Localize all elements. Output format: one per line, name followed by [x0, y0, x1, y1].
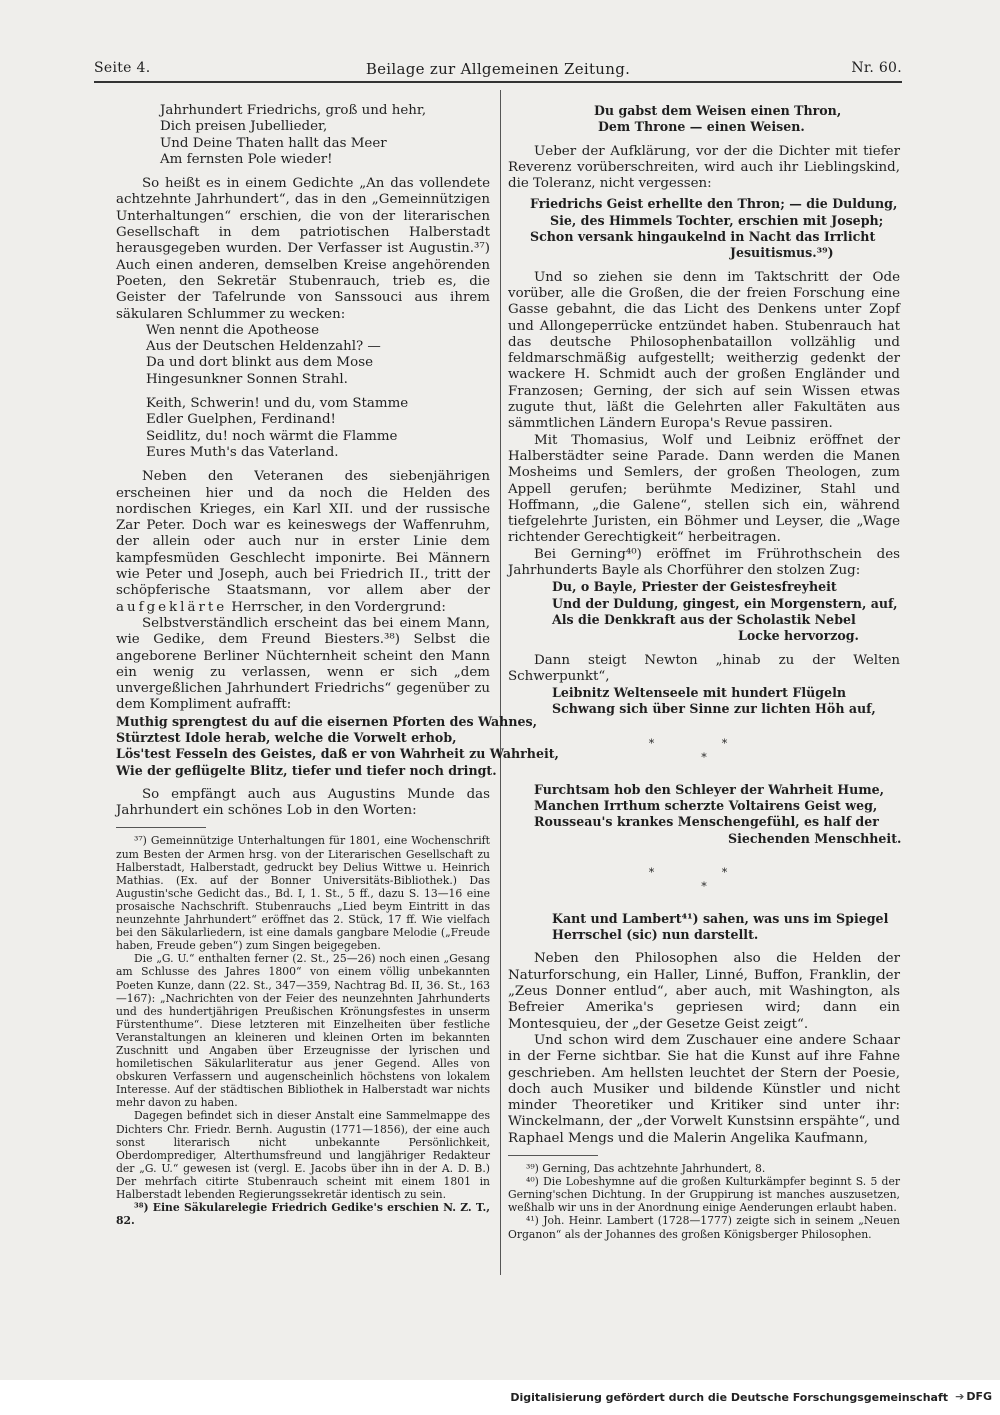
verse-line: Als die Denkkraft aus der Scholastik Nebel: [552, 611, 856, 627]
verse-kant: [508, 911, 916, 944]
verse-line: Lös'test Fesseln des Geistes, daß er von Wahrheit zu Wahrheit,: [116, 746, 559, 762]
digitization-banner: [0, 1380, 1000, 1415]
paragraph: Selbstverständlich erscheint das bei einem Mann, wie Gedike, dem Freund Biesters.³⁸) Selbst die angeborene Berliner Nüchternheit scheint den Mann ein wenig zu verlassen, wenn er sich „dem unvergeßlichen Jahrhundert Friedrichs“ gegenüber zu dem Kompliment aufrafft:: [116, 615, 490, 713]
paragraph: [116, 469, 490, 616]
verse-line: Hingesunkner Sonnen Strahl.: [146, 371, 348, 387]
right-column: [508, 103, 916, 1241]
section-stars: * *: [648, 736, 760, 750]
verse-line: Da und dort blinkt aus dem Mose: [146, 355, 373, 371]
verse-line: Eures Muth's das Vaterland.: [146, 444, 339, 460]
footnote-38: ³⁸) Eine Säkularelegie Friedrich Gedike's erschien N. Z. T., 82.: [116, 1201, 490, 1228]
verse-apotheose: [116, 323, 490, 388]
footnote-rule: [116, 827, 206, 828]
verse-hume: [508, 782, 916, 847]
verse-line: Sie, des Himmels Tochter, erschien mit Joseph;: [550, 212, 884, 228]
verse-line: Wen nennt die Apotheose: [146, 322, 320, 338]
verse-line: Furchtsam hob den Schleyer der Wahrheit Hume,: [534, 781, 885, 797]
spaced-emphasis: aufgeklärte: [116, 599, 228, 615]
footnote-40: ⁴⁰) Die Lobeshymne auf die großen Kulturkämpfer beginnt S. 5 der Gerning'schen Dichtung. In der Gruppirung ist manches auszusetzen, weßhalb wir uns in der Anordnung einige Aenderungen erlaubt haben.: [508, 1175, 900, 1215]
verse-line: Dich preisen Jubellieder,: [160, 119, 328, 135]
paragraph-text: Neben den Veteranen des siebenjährigen erscheinen hier und da noch die Helden des nordischen Krieges, ein Karl XII. und der russische Zar Peter. Doch war es keineswegs der Waffenruhm, der allein oder auch nur in erster Linie dem kampfesmüden Geschlecht imponirte. Bei Männern wie Peter und Joseph, auch bei Friedrich II., tritt der schöpferische Staatsmann, vor allem aber der: [116, 469, 490, 599]
verse-line: Stürztest Idole herab, welche die Vorwelt erhob,: [116, 729, 457, 745]
verse-line: Schwang sich über Sinne zur lichten Höh auf,: [552, 701, 876, 717]
verse-line: Wie der geflügelte Blitz, tiefer und tiefer noch dringt.: [116, 762, 497, 778]
header-page-number: Seite 4.: [94, 60, 151, 76]
verse-line: Siechenden Menschheit.: [728, 830, 902, 846]
footnote-39: ³⁹) Gerning, Das achtzehnte Jahrhundert, 8.: [526, 1162, 766, 1176]
verse-line: Rousseau's krankes Menschengefühl, es half der: [534, 814, 879, 830]
verse-line: Kant und Lambert⁴¹) sahen, was uns im Spiegel: [552, 910, 889, 926]
verse-line: Manchen Irrthum scherzte Voltairens Geist weg,: [534, 797, 878, 813]
header-title: Beilage zur Allgemeinen Zeitung.: [365, 60, 631, 78]
verse-line: Am fernsten Pole wieder!: [160, 151, 333, 167]
paragraph: Mit Thomasius, Wolf und Leibniz eröffnet der Halberstädter seine Parade. Dann werden die Manen Mosheims und Semlers, der großen Theologen, zum Appell gerufen; berühmte Mediziner, Stahl und Hoffmann, „die Galene“, stellen sich ein, während tiefgelehrte Juristen, ein Böhmer und Leyser, die „Wage richtender Gerechtigkeit“ herbeitragen.: [508, 432, 900, 546]
dfg-logo-icon: ➔ DFG: [955, 1390, 992, 1403]
section-star: *: [701, 879, 707, 893]
paragraph: So heißt es in einem Gedichte „An das vollendete achtzehnte Jahrhundert“, das in den „Gemeinnützigen Unterhaltungen“ erschien, die von der literarischen Gesellschaft in dem patriotischen Halberstadt herausgegeben wurden. Der Verfasser ist Augustin.³⁷) Auch einen anderen, demselben Kreise angehörenden Poeten, den Sekretär Stubenrauch, trieb es, die Geister der Tafelrunde von Sanssouci aus ihrem säkularen Schlummer zu wecken:: [116, 176, 490, 322]
verse-line: Du gabst dem Weisen einen Thron,: [594, 103, 842, 118]
paragraph: Und so ziehen sie denn im Taktschritt der Ode vorüber, alle die Großen, die der freien Forschung eine Gasse gebahnt, die das Licht des Denkens unter Zopf und Allongeperrücke entzündet haben. Stubenrauch hat das deutsche Philosophenbataillon vollzählig und feldmarschmäßig aufgestellt; weitherzig gedenkt der wackere H. Schmidt auch der großen Engländer und Franzosen; Gerning, der sich auf sein Wissen etwas zugute thut, läßt die Gelehrten aller Fakultäten aus sämmtlichen Ländern Europa's Revue passiren.: [508, 269, 900, 432]
verse-line: Und der Duldung, gingest, ein Morgenstern, auf,: [552, 595, 898, 611]
verse-leibnitz: [508, 685, 916, 718]
header-issue-number: Nr. 60.: [851, 60, 902, 76]
verse-bayle: [508, 579, 916, 644]
page-header: [94, 60, 902, 82]
dfg-logo-text: DFG: [966, 1390, 992, 1403]
verse-line: Leibnitz Weltenseele mit hundert Flügeln: [552, 685, 847, 701]
verse-line: Schon versank hingaukelnd in Nacht das Irrlicht: [530, 229, 876, 245]
footnote-37-cont: Die „G. U.“ enthalten ferner (2. St., 25—26) noch einen „Gesang am Schlusse des Jahres 1800“ von einem völlig unbekannten Poeten Kunze, dann (22. St., 347—359, Nachtrag Bd. II, 36. St., 163—167): „Nachrichten von der Feier des neunzehnten Jahrhunderts und des hundertjährigen Preußischen Krönungsfestes in unserm Fürstenthume“. Diese letzteren mit Einzelheiten über festliche Veranstaltungen an kleineren und kleinen Orten im bekannten Zuschnitt und Angaben über Erzeugnisse der lyrischen und homiletischen Säkularliteratur aus jener Gegend. Alles von obskuren Verfassern und augenscheinlich höchstens von lokalem Interesse. Auf der städtischen Bibliothek in Halberstadt war nichts mehr davon zu haben.: [116, 952, 490, 1110]
paragraph: Und schon wird dem Zuschauer eine andere Schaar in der Ferne sichtbar. Sie hat die Kunst auf ihre Fahne geschrieben. Am hellsten leuchtet der Stern der Poesie, doch auch Musiker und bildende Künstler und nicht minder Theoretiker und Kritiker sind unter ihr: Winckelmann, der „der Vorwelt Kunstsinn erspähte“, und Raphael Mengs und die Malerin Angelika Kaufmann,: [508, 1032, 900, 1146]
verse-line: Aus der Deutschen Heldenzahl? —: [146, 339, 381, 355]
paragraph: Dann steigt Newton „hinab zu der Welten Schwerpunkt“,: [508, 652, 900, 684]
verse-line: Muthig sprengtest du auf die eisernen Pforten des Wahnes,: [116, 713, 537, 729]
verse-line: Jahrhundert Friedrichs, groß und hehr,: [160, 103, 427, 118]
verse-line: Locke hervorzog.: [738, 628, 859, 644]
verse-line: Jesuitismus.³⁹): [730, 245, 834, 261]
verse-thron: [508, 103, 916, 136]
header-rule: [94, 81, 902, 83]
verse-line: Friedrichs Geist erhellte den Thron; — die Duldung,: [530, 196, 898, 212]
paragraph: Ueber der Aufklärung, vor der die Dichter mit tiefer Reverenz vorüberschreiten, wird auch ihr Lieblingskind, die Toleranz, nicht vergessen:: [508, 143, 900, 192]
verse-line: Und Deine Thaten hallt das Meer: [160, 135, 387, 151]
verse-gedike: [116, 713, 559, 779]
banner-text: Digitalisierung gefördert durch die Deutsche Forschungsgemeinschaft: [510, 1391, 948, 1404]
paragraph-text: Herrscher, in den Vordergrund:: [231, 599, 446, 615]
footnote-37-cont: Dagegen befindet sich in dieser Anstalt eine Sammelmappe des Dichters Chr. Friedr. Bernh. Augustin (1771—1856), der eine auch sonst literarisch nicht unbekannte Persönlichkeit, Oberdomprediger, Alterthumsfreund und langjähriger Redakteur der „G. U.“ gewesen ist (vergl. E. Jacobs über ihn in der A. D. B.) Der mehrfach citirte Stubenrauch scheint mit einem 1801 in Halberstadt lebenden Regierungssekretär identisch zu sein.: [116, 1109, 490, 1201]
verse-line: Seidlitz, du! noch wärmt die Flamme: [146, 428, 398, 444]
verse-jahrhundert: [116, 103, 490, 168]
verse-keith: [116, 396, 490, 461]
paragraph: Neben den Philosophen also die Helden der Naturforschung, ein Haller, Linné, Buffon, Franklin, der „Zeus Donner entlud“, aber auch, mit Washington, als Befreier Amerika's gepriesen wird; dann ein Montesquieu, der „der Gesetze Geist zeigt“.: [508, 951, 900, 1032]
verse-line: Keith, Schwerin! und du, vom Stamme: [146, 396, 409, 412]
section-star: *: [701, 750, 707, 764]
verse-line: Edler Guelphen, Ferdinand!: [146, 412, 336, 428]
footnote-37: ³⁷) Gemeinnützige Unterhaltungen für 1801, eine Wochenschrift zum Besten der Armen hrsg. von der Literarischen Gesellschaft zu Halberstadt, Halberstadt, gedruckt bey Delius Wittwe u. Heinrich Mathias. (Ex. auf der Bonner Universitäts-Bibliothek.) Das Augustin'sche Gedicht das., Bd. I, 1. St., 5 ff., dazu S. 13—16 eine prosaische Nachschrift. Stubenrauchs „Lied beym Eintritt in das neunzehnte Jahrhundert“ eröffnet das 2. Stück, 17 ff. Wie vielfach bei den Säkularliedern, ist eine damals gangbare Melodie („Freude haben, Freude geben“) zum Singen beigegeben.: [116, 834, 490, 953]
left-column: [116, 103, 559, 1228]
paragraph: Bei Gerning⁴⁰) eröffnet im Frührothschein des Jahrhunderts Bayle als Chorführer den stolzen Zug:: [508, 546, 900, 579]
section-stars: * *: [648, 865, 760, 879]
verse-line: Du, o Bayle, Priester der Geistesfreyheit: [552, 579, 837, 595]
verse-duldung: [508, 196, 916, 261]
verse-line: Dem Throne — einen Weisen.: [598, 119, 805, 135]
verse-line: Herrschel (sic) nun darstellt.: [552, 927, 759, 943]
footnote-rule: [508, 1155, 598, 1156]
column-divider: [500, 90, 501, 1275]
footnote-41: ⁴¹) Joh. Heinr. Lambert (1728—1777) zeigte sich in seinem „Neuen Organon“ als der Johannes des großen Königsberger Philosophen.: [508, 1214, 900, 1241]
paragraph: So empfängt auch aus Augustins Munde das Jahrhundert ein schönes Lob in den Worten:: [116, 786, 490, 819]
